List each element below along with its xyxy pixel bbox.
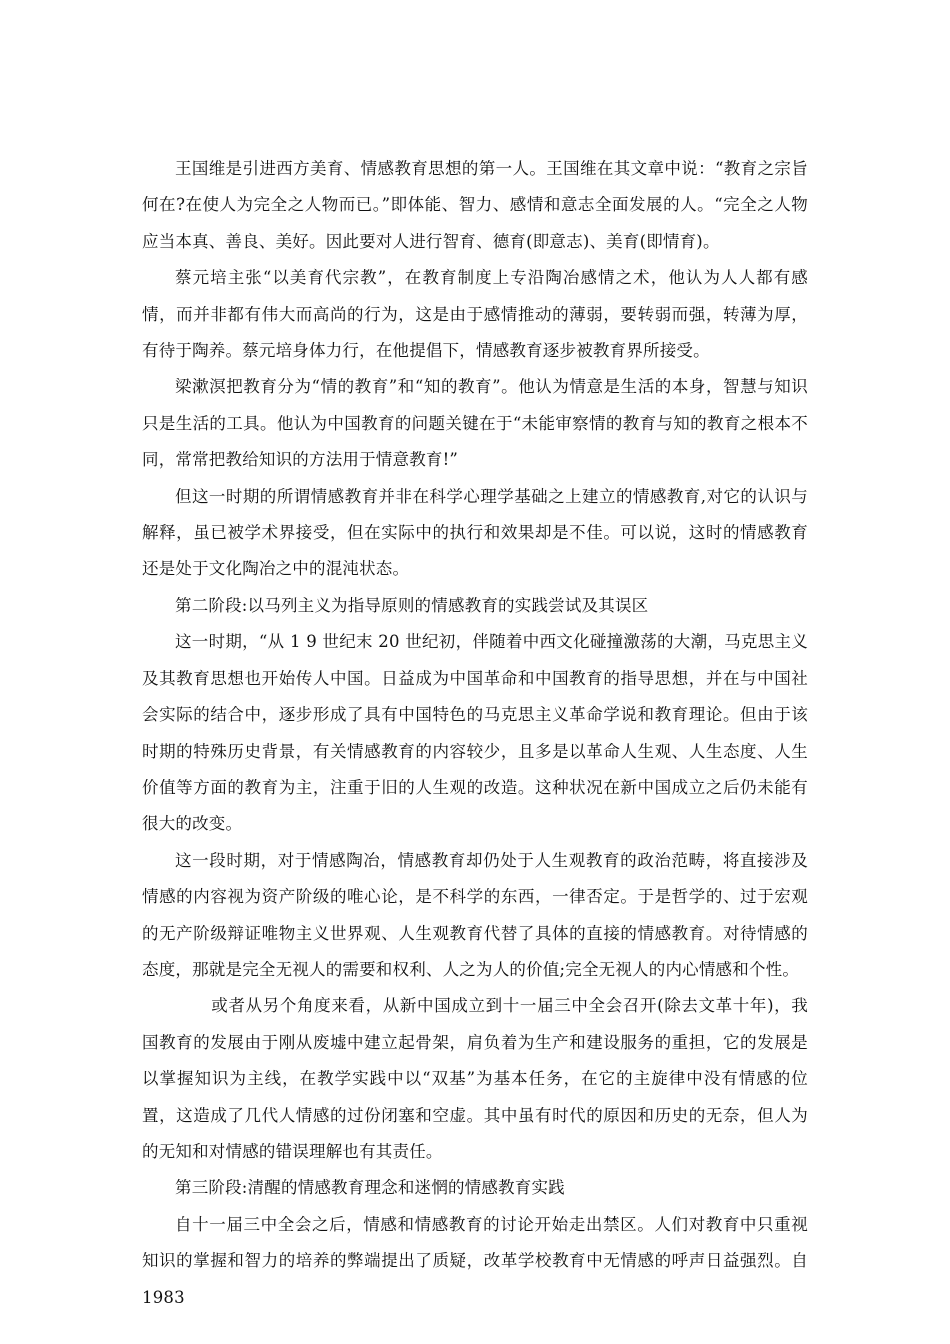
section-heading-stage-two: 第二阶段:以马列主义为指导原则的情感教育的实践尝试及其误区: [175, 595, 649, 615]
paragraph-liang-shuming: 梁漱溟把教育分为“情的教育”和“知的教育”。他认为情意是生活的本身，智慧与知识只是生活的工具。他认为中国教育的问题关键在于“未能审察情的教育与知的教育之根本不同，常常把教给知识的方法用于情意教育!”: [142, 377, 808, 470]
section-heading-stage-three: 第三阶段:清醒的情感教育理念和迷惘的情感教育实践: [175, 1178, 565, 1198]
paragraph-wang-guowei: 王国维是引进西方美育、情感教育思想的第一人。王国维在其文章中说：“教育之宗旨何在?在使人为完全之人物而已。”即体能、智力、感情和意志全面发展的人。“完全之人物应当本真、善良、美好。因此要对人进行智育、德育(即意志)、美育(即情育)。: [142, 159, 808, 251]
document-body: [142, 151, 808, 1316]
paragraph-political-scope: 这一段时期，对于情感陶冶，情感教育却仍处于人生观教育的政治范畴，将直接涉及情感的内容视为资产阶级的唯心论，是不科学的东西，一律否定。于是哲学的、过于宏观的无产阶级辩证唯物主义世界观、人生观教育代替了具体的直接的情感教育。对待情感的态度，那就是完全无视人的需要和权利、人之为人的价值;完全无视人的内心情感和个性。: [142, 850, 808, 979]
paragraph-reform-era: 自十一届三中全会之后，情感和情感教育的讨论开始走出禁区。人们对教育中只重视知识的掌握和智力的培养的弊端提出了质疑，改革学校教育中无情感的呼声日益强烈。自 1983: [142, 1214, 808, 1307]
paragraph-another-angle: 或者从另个角度来看，从新中国成立到十一届三中全会召开(除去文革十年)，我国教育的发展由于刚从废墟中建立起骨架，肩负着为生产和建设服务的重担，它的发展是以掌握知识为主线，在教学实践中以“双基”为基本任务，在它的主旋律中没有情感的位置，这造成了几代人情感的过份闭塞和空虚。其中虽有时代的原因和历史的无奈，但人为的无知和对情感的错误理解也有其责任。: [142, 996, 808, 1161]
paragraph-marxism-intro: 这一时期，“从 1 9 世纪末 20 世纪初，伴随着中西文化碰撞激荡的大潮，马克思主义及其教育思想也开始传人中国。日益成为中国革命和中国教育的指导思想，并在与中国社会实际的结合中，逐步形成了具有中国特色的马克思主义革命学说和教育理论。但由于该时期的特殊历史背景，有关情感教育的内容较少，且多是以革命人生观、人生态度、人生价值等方面的教育为主，注重于旧的人生观的改造。这种状况在新中国成立之后仍未能有很大的改变。: [142, 632, 808, 834]
paragraph-cai-yuanpei: 蔡元培主张“以美育代宗教”，在教育制度上专沿陶冶感情之术，他认为人人都有感情，而并非都有伟大而高尚的行为，这是由于感情推动的薄弱，要转弱而强，转薄为厚，有待于陶养。蔡元培身体力行，在他提倡下，情感教育逐步被教育界所接受。: [142, 268, 808, 361]
paragraph-period-summary: 但这一时期的所谓情感教育并非在科学心理学基础之上建立的情感教育,对它的认识与解释，虽已被学术界接受，但在实际中的执行和效果却是不佳。可以说，这时的情感教育还是处于文化陶冶之中的混沌状态。: [142, 486, 808, 579]
